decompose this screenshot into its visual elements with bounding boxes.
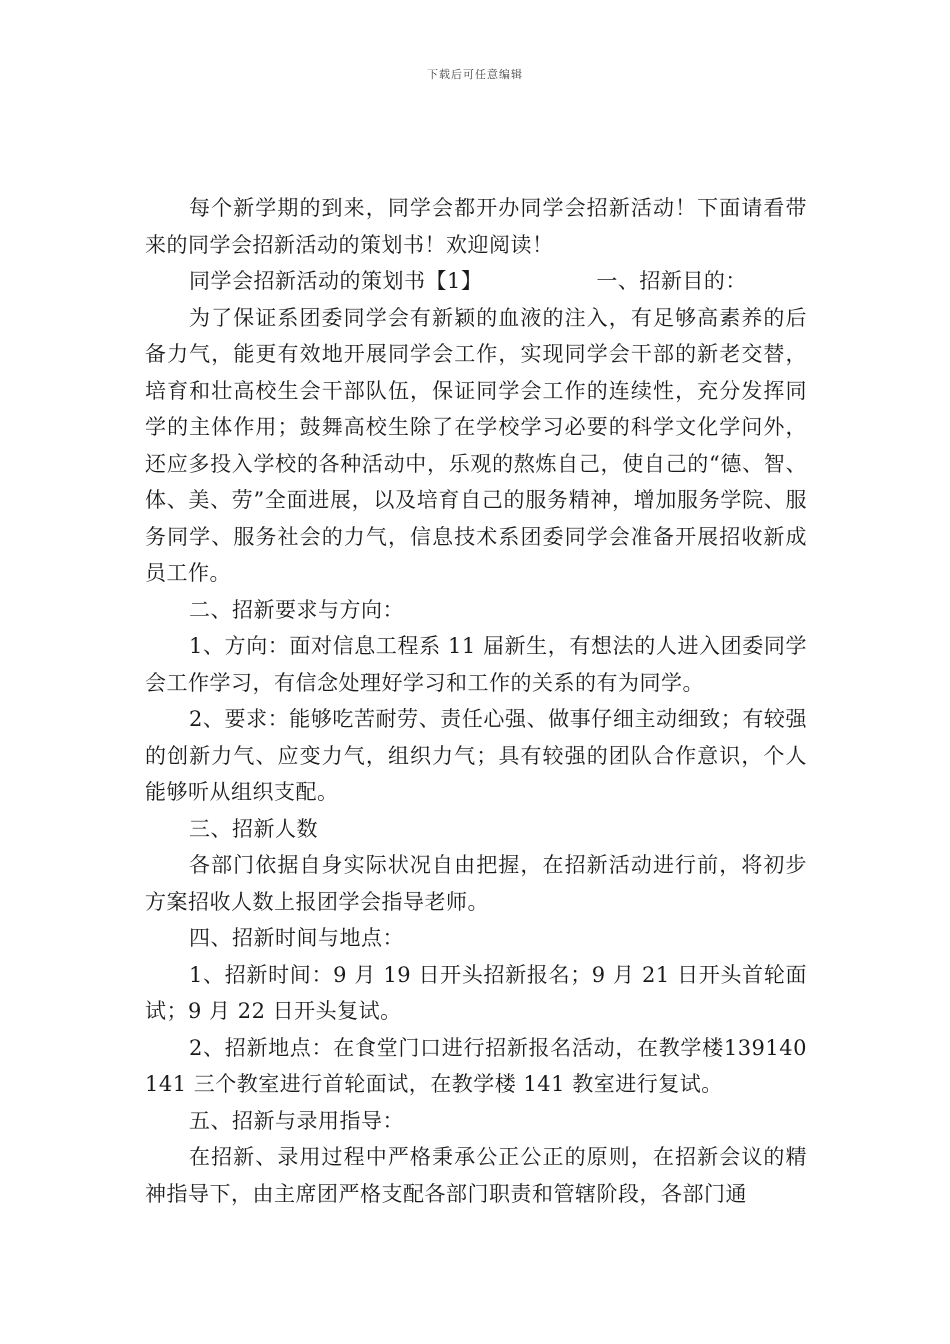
document-body [145,190,807,1212]
count-paragraph: 各部门依据自身实际状况自由把握，在招新活动进行前，将初步方案招收人数上报团学会指导老师。 [145,853,807,914]
header-note: 下载后可任意编辑 [427,68,523,81]
requirement-paragraph: 2、要求：能够吃苦耐劳、责任心强、做事仔细主动细致；有较强的创新力气、应变力气，组织力气；具有较强的团队合作意识，个人能够听从组织支配。 [145,707,807,804]
location-paragraph: 2、招新地点：在食堂门口进行招新报名活动，在教学楼139140141 三个教室进行首轮面试，在教学楼 141 教室进行复试。 [145,1035,807,1096]
title-gap [482,263,552,300]
section1-heading: 一、招新目的： [596,269,747,293]
time-paragraph: 1、招新时间：9 月 19 日开头招新报名；9 月 21 日开头首轮面试；9 月 22 日开头复试。 [145,962,807,1023]
section3-heading: 三、招新人数 [189,816,318,841]
intro-paragraph: 每个新学期的到来，同学会都开办同学会招新活动！下面请看带来的同学会招新活动的策划书！欢迎阅读！ [145,196,807,257]
direction-paragraph: 1、方向：面对信息工程系 11 届新生，有想法的人进入团委同学会工作学习，有信念处理好学习和工作的关系的有为同学。 [145,634,807,695]
section2-heading: 二、招新要求与方向： [189,597,404,622]
document-title: 同学会招新活动的策划书【1】 [189,269,483,293]
section5-heading: 五、招新与录用指导： [189,1108,404,1133]
title-line [145,263,807,300]
purpose-paragraph: 为了保证系团委同学会有新颖的血液的注入，有足够高素养的后备力气，能更有效地开展同学会工作，实现同学会干部的新老交替，培育和壮高校生会干部队伍，保证同学会工作的连续性，充分发挥同学的主体作用；鼓舞高校生除了在学校学习必要的科学文化学问外，还应多投入学校的各种活动中，乐观的熬炼自己，使自己的“德、智、体、美、劳”全面进展，以及培育自己的服务精神，增加服务学院、服务同学、服务社会的力气，信息技术系团委同学会准备开展招收新成员工作。 [145,305,807,585]
guidance-paragraph: 在招新、录用过程中严格秉承公正公正的原则，在招新会议的精神指导下，由主席团严格支配各部门职责和管辖阶段，各部门通 [145,1145,807,1206]
section4-heading: 四、招新时间与地点： [189,926,404,950]
